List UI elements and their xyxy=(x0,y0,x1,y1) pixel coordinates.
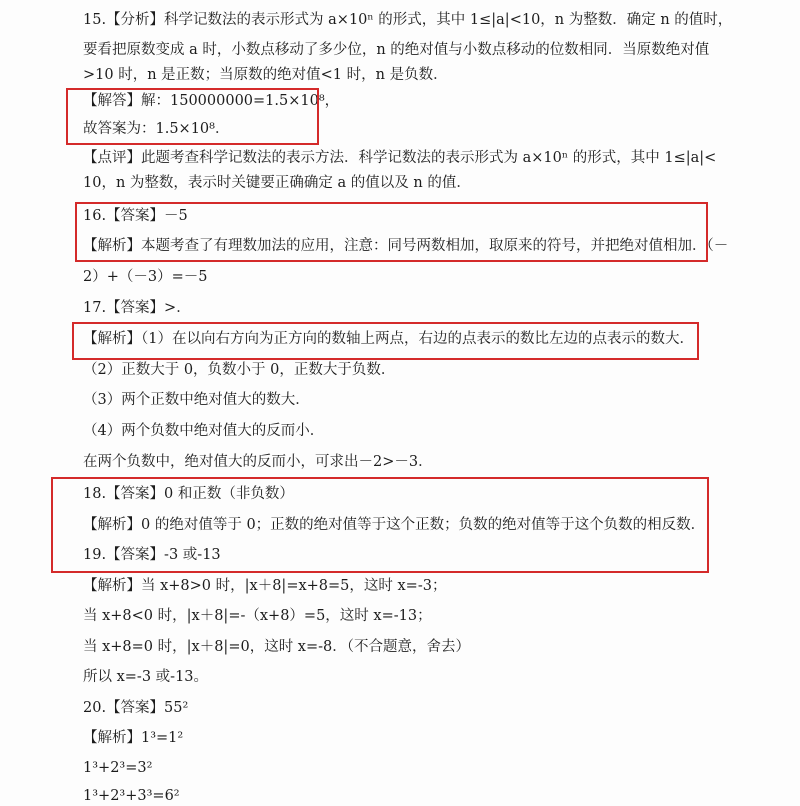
text-line: 1³+2³+3³=6² xyxy=(83,788,180,804)
text-line: 【解答】解：150000000=1.5×10⁸， xyxy=(83,93,340,109)
text-line: 当 x+8=0 时，|x＋8|=0，这时 x=-8．（不合题意，舍去） xyxy=(83,639,471,655)
text-line: 要看把原数变成 a 时，小数点移动了多少位，n 的绝对值与小数点移动的位数相同．当原数绝对值 xyxy=(83,42,710,58)
text-line: 18.【答案】0 和正数（非负数） xyxy=(83,486,294,502)
highlight-box xyxy=(75,202,708,262)
text-line: 【解析】0 的绝对值等于 0；正数的绝对值等于这个正数；负数的绝对值等于这个负数的相反数． xyxy=(83,517,706,533)
text-line: 【点评】此题考查科学记数法的表示方法．科学记数法的表示形式为 a×10ⁿ 的形式，其中 1≤|a|< xyxy=(83,150,717,166)
text-line: 故答案为：1.5×10⁸． xyxy=(83,121,230,137)
text-line: （3）两个正数中绝对值大的数大． xyxy=(83,392,310,408)
text-line: 2）+（－3）=－5 xyxy=(83,269,208,285)
highlight-box xyxy=(66,88,319,145)
text-line: 15.【分析】科学记数法的表示形式为 a×10ⁿ 的形式，其中 1≤|a|<10，n 为整数．确定 n 的值时， xyxy=(83,12,733,28)
highlight-box xyxy=(72,322,699,360)
text-line: 16.【答案】－5 xyxy=(83,208,188,224)
text-line: （4）两个负数中绝对值大的反而小． xyxy=(83,423,325,439)
highlight-box xyxy=(51,477,709,573)
text-line: 【解析】1³=1² xyxy=(83,730,184,746)
text-line: 【解析】本题考查了有理数加法的应用，注意：同号两数相加，取原来的符号，并把绝对值相加．（－ xyxy=(83,238,729,254)
text-line: （2）正数大于 0，负数小于 0，正数大于负数． xyxy=(83,362,396,378)
text-line: 【解析】（1）在以向右方向为正方向的数轴上两点，右边的点表示的数比左边的点表示的数大． xyxy=(83,331,694,347)
text-line: 10，n 为整数，表示时关键要正确确定 a 的值以及 n 的值． xyxy=(83,175,471,191)
text-line: 1³+2³=3² xyxy=(83,760,153,776)
text-line: 当 x+8<0 时，|x＋8|=-（x+8）=5，这时 x=-13； xyxy=(83,608,432,624)
text-line: 所以 x=-3 或-13。 xyxy=(83,669,209,685)
text-line: >10 时，n 是正数；当原数的绝对值<1 时，n 是负数． xyxy=(83,67,448,83)
text-line: 【解析】当 x+8>0 时，|x＋8|=x+8=5，这时 x=-3； xyxy=(83,578,447,594)
text-line: 在两个负数中，绝对值大的反而小，可求出－2>－3． xyxy=(83,454,433,470)
text-line: 20.【答案】55² xyxy=(83,700,189,716)
text-line: 19.【答案】-3 或-13 xyxy=(83,547,221,563)
text-line: 17.【答案】>． xyxy=(83,300,191,316)
